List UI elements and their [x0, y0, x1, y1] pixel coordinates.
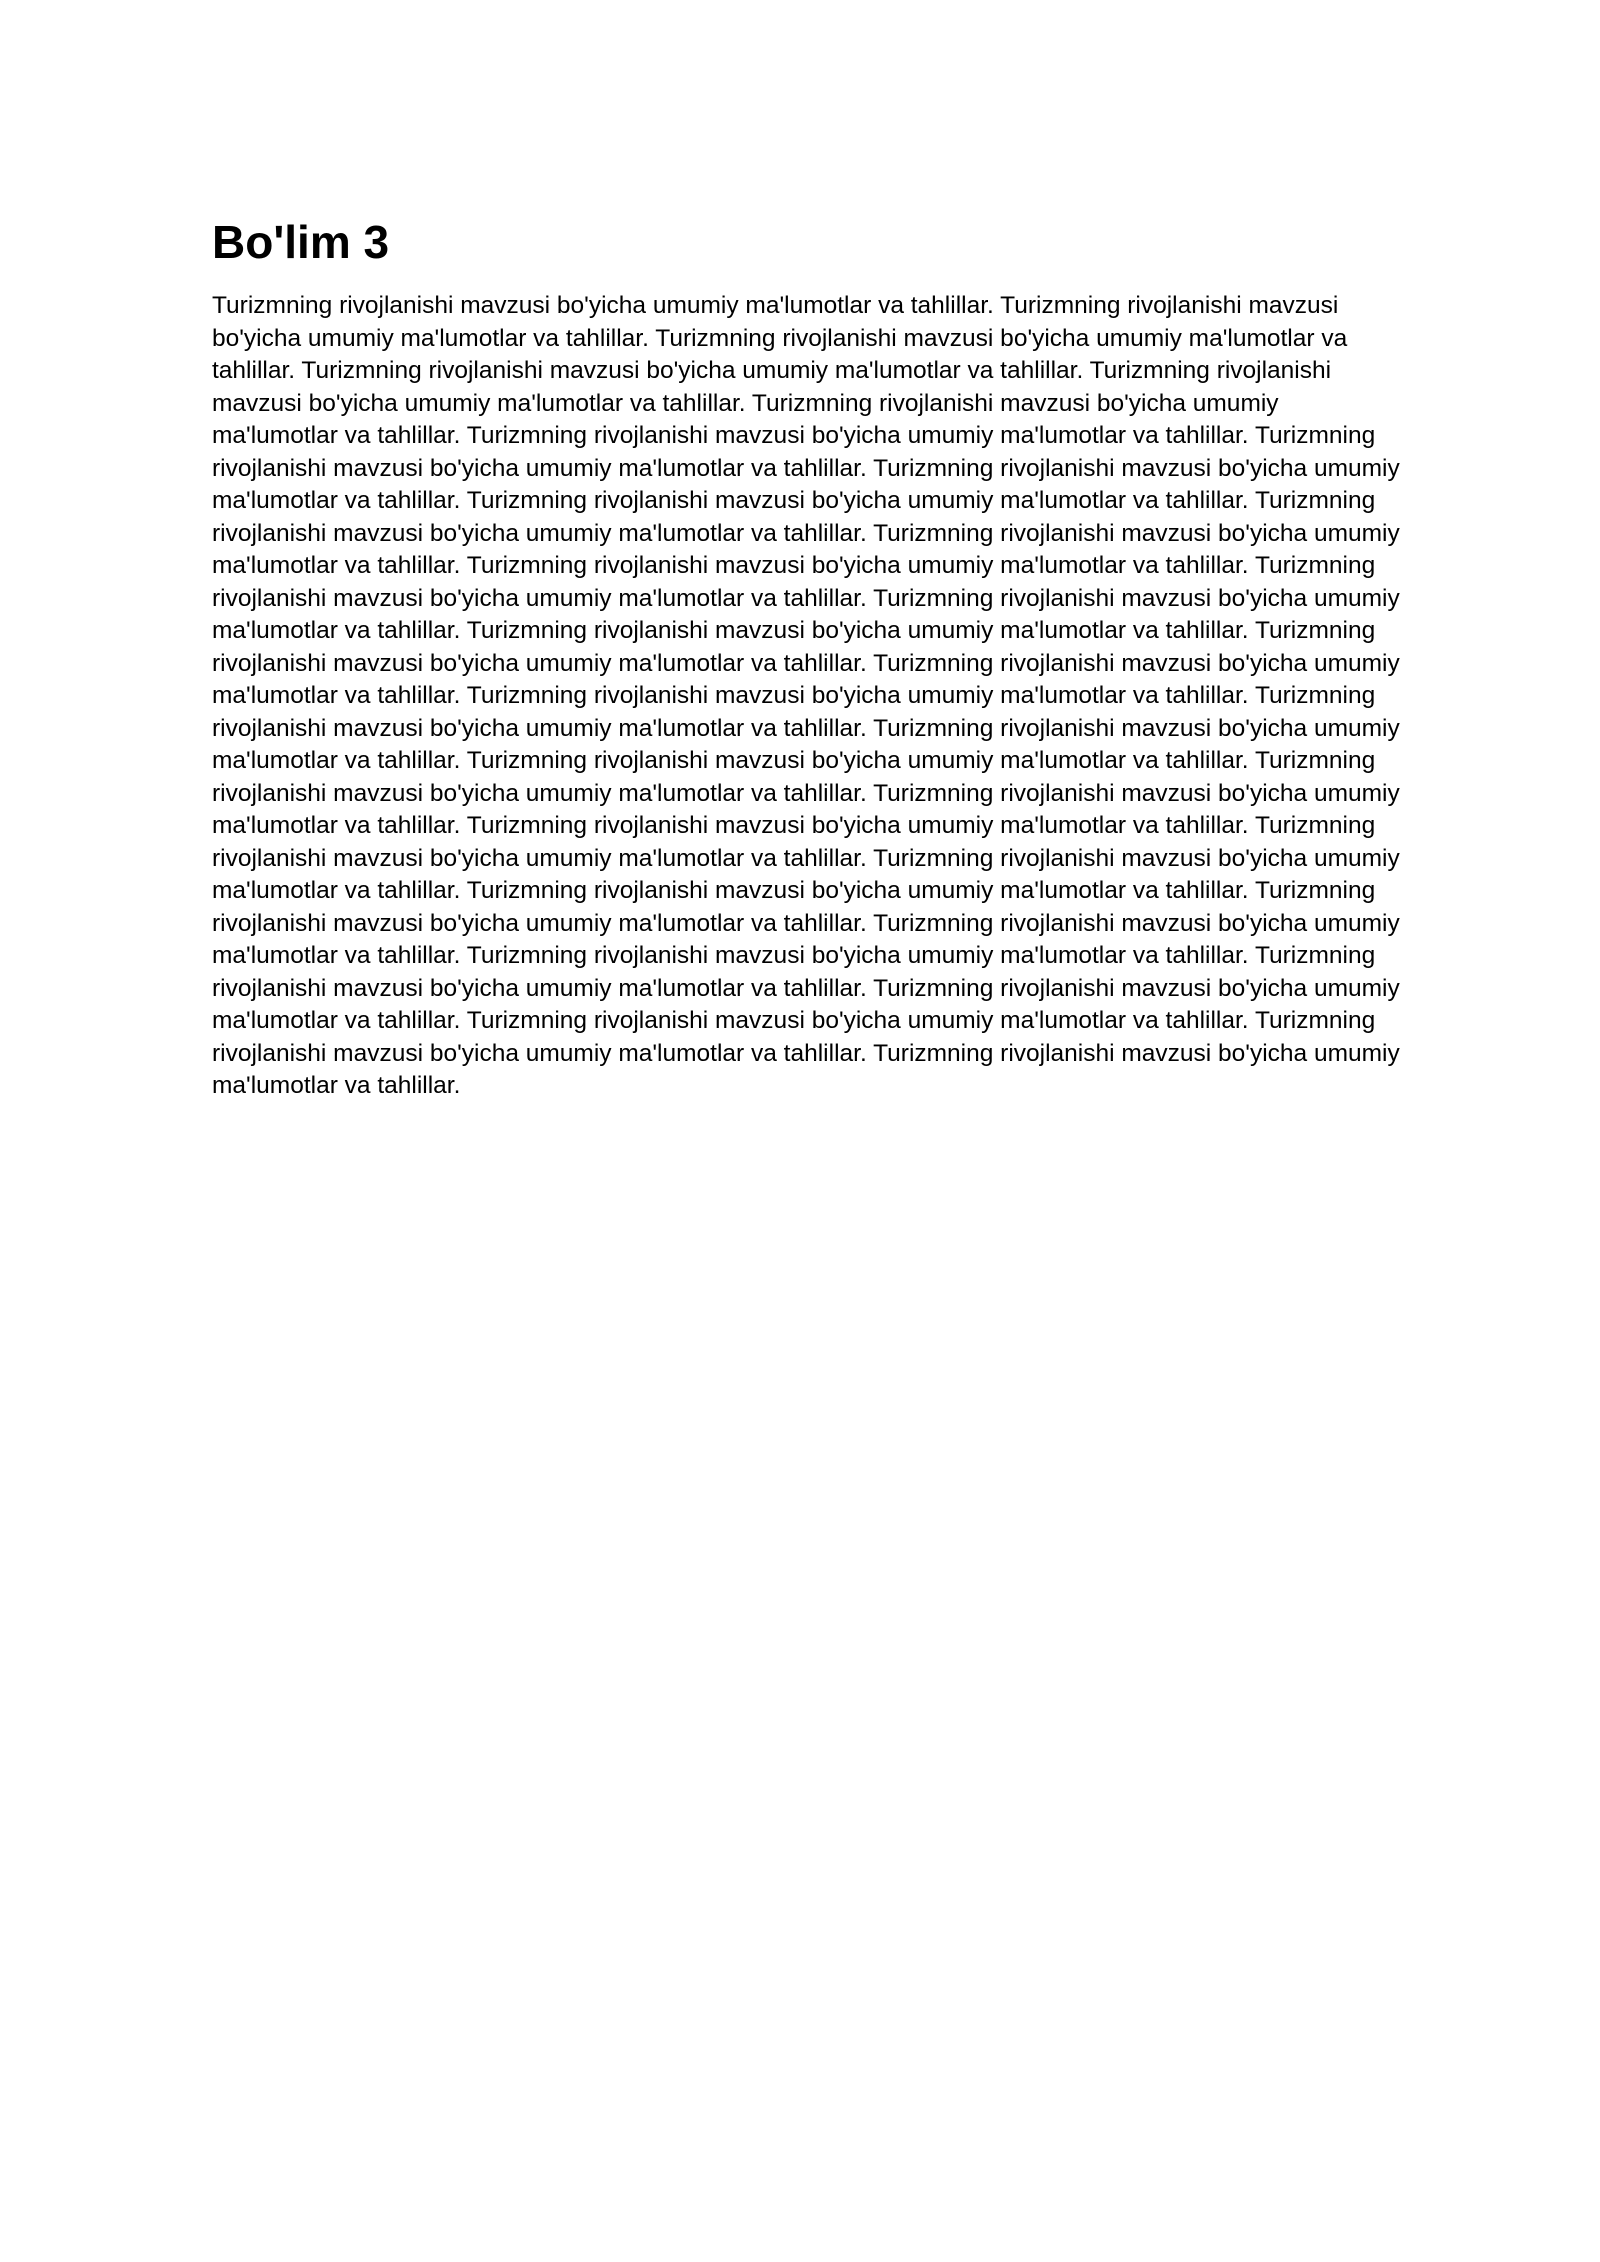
section-heading: Bo'lim 3 [212, 216, 390, 268]
page-content [212, 212, 1402, 1103]
body-paragraph: Turizmning rivojlanishi mavzusi bo'yicha umumiy ma'lumotlar va tahlillar. Turizmning rivojlanishi mavzusi bo'yicha umumiy ma'lumotlar va tahlillar. Turizmning rivojlanishi mavzusi bo'yicha umumiy ma'lumotlar va tahlillar. Turizmning rivojlanishi mavzusi bo'yicha umumiy ma'lumotlar va tahlillar. Turizmning rivojlanishi mavzusi bo'yicha umumiy ma'lumotlar va tahlillar. Turizmning rivojlanishi mavzusi bo'yicha umumiy ma'lumotlar va tahlillar. Turizmning rivojlanishi mavzusi bo'yicha umumiy ma'lumotlar va tahlillar. Turizmning rivojlanishi mavzusi bo'yicha umumiy ma'lumotlar va tahlillar. Turizmning rivojlanishi mavzusi bo'yicha umumiy ma'lumotlar va tahlillar. Turizmning rivojlanishi mavzusi bo'yicha umumiy ma'lumotlar va tahlillar. Turizmning rivojlanishi mavzusi bo'yicha umumiy ma'lumotlar va tahlillar. Turizmning rivojlanishi mavzusi bo'yicha umumiy ma'lumotlar va tahlillar. Turizmning rivojlanishi mavzusi bo'yicha umumiy ma'lumotlar va tahlillar. Turizmning rivojlanishi mavzusi bo'yicha umumiy ma'lumotlar va tahlillar. Turizmning rivojlanishi mavzusi bo'yicha umumiy ma'lumotlar va tahlillar. Turizmning rivojlanishi mavzusi bo'yicha umumiy ma'lumotlar va tahlillar. Turizmning rivojlanishi mavzusi bo'yicha umumiy ma'lumotlar va tahlillar. Turizmning rivojlanishi mavzusi bo'yicha umumiy ma'lumotlar va tahlillar. Turizmning rivojlanishi mavzusi bo'yicha umumiy ma'lumotlar va tahlillar. Turizmning rivojlanishi mavzusi bo'yicha umumiy ma'lumotlar va tahlillar. Turizmning rivojlanishi mavzusi bo'yicha umumiy ma'lumotlar va tahlillar. Turizmning rivojlanishi mavzusi bo'yicha umumiy ma'lumotlar va tahlillar. Turizmning rivojlanishi mavzusi bo'yicha umumiy ma'lumotlar va tahlillar. Turizmning rivojlanishi mavzusi bo'yicha umumiy ma'lumotlar va tahlillar. Turizmning rivojlanishi mavzusi bo'yicha umumiy ma'lumotlar va tahlillar. Turizmning rivojlanishi mavzusi bo'yicha umumiy ma'lumotlar va tahlillar. Turizmning rivojlanishi mavzusi bo'yicha umumiy ma'lumotlar va tahlillar. Turizmning rivojlanishi mavzusi bo'yicha umumiy ma'lumotlar va tahlillar. Turizmning rivojlanishi mavzusi bo'yicha umumiy ma'lumotlar va tahlillar. Turizmning rivojlanishi mavzusi bo'yicha umumiy ma'lumotlar va tahlillar. Turizmning rivojlanishi mavzusi bo'yicha umumiy ma'lumotlar va tahlillar. Turizmning rivojlanishi mavzusi bo'yicha umumiy ma'lumotlar va tahlillar. Turizmning rivojlanishi mavzusi bo'yicha umumiy ma'lumotlar va tahlillar. Turizmning rivojlanishi mavzusi bo'yicha umumiy ma'lumotlar va tahlillar. Turizmning rivojlanishi mavzusi bo'yicha umumiy ma'lumotlar va tahlillar. Turizmning rivojlanishi mavzusi bo'yicha umumiy ma'lumotlar va tahlillar. [212, 292, 1400, 1099]
